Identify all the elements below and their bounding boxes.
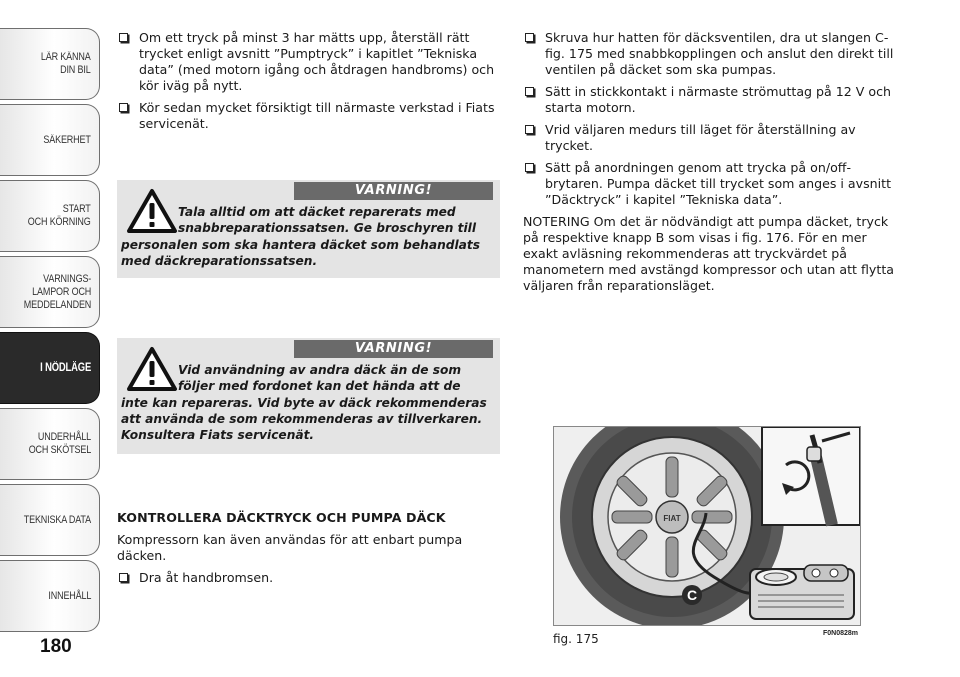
list-item	[117, 30, 501, 94]
list-item	[523, 30, 901, 78]
valve-detail-inset	[762, 427, 860, 525]
note-paragraph: NOTERING Om det är nödvändigt att pumpa däcket, tryck på respektive knapp B som visas i fig. 176. För en mer exakt avläsning rekommenderas att tryckvärdet på manometern med avstängd kompressor och utan att flytta väljaren från reparationsläget.	[523, 214, 894, 293]
chapter-tabs	[0, 0, 104, 677]
warning-text-rest: inte kan repareras. Vid byte av däck rekommenderas att använda de som rekommenderas av tillverkaren. Konsultera Fiats servicenät.	[121, 395, 487, 443]
warning-text	[121, 204, 492, 269]
warning-box	[117, 180, 500, 278]
left-column-top	[117, 30, 501, 138]
tab-label: SÄKERHET	[43, 133, 91, 146]
right-column	[523, 30, 901, 300]
list-item	[523, 84, 901, 116]
tab-i-nodlage[interactable]	[0, 332, 100, 404]
figure-175	[553, 426, 861, 626]
list-item-text: Dra åt handbromsen.	[139, 570, 274, 585]
list-item-text: Sätt på anordningen genom att trycka på on/off-brytaren. Pumpa däcket till trycket som anges i avsnitt ”Däcktryck” i kapitel ”Tekniska data”.	[545, 160, 892, 207]
tab-label: UNDERHÅLL OCH SKÖTSEL	[28, 431, 91, 456]
warning-text	[121, 362, 492, 443]
tab-underhall-och-skotsel[interactable]	[0, 408, 100, 480]
tab-lar-kanna-din-bil[interactable]	[0, 28, 100, 100]
checkbox-bullet-icon	[119, 573, 128, 582]
tab-label: START OCH KÖRNING	[28, 203, 91, 228]
tab-start-och-korning[interactable]	[0, 180, 100, 252]
list-item-text: Kör sedan mycket försiktigt till närmaste verkstad i Fiats servicenät.	[139, 100, 495, 131]
warning-title: VARNING!	[294, 182, 493, 200]
checkbox-bullet-icon	[525, 33, 534, 42]
list-item	[117, 570, 501, 586]
tyre-compressor-illustration	[554, 427, 860, 625]
left-column-bottom	[117, 510, 501, 592]
paragraph: Kompressorn kan även användas för att enbart pumpa däcken.	[117, 532, 463, 563]
tab-label: LÄR KÄNNA DIN BIL	[41, 51, 91, 76]
checkbox-bullet-icon	[119, 33, 128, 42]
list-item-text: Skruva hur hatten för däcksventilen, dra ut slangen C-fig. 175 med snabbkopplingen och anslut den direkt till ventilen på däcket som ska pumpas.	[545, 30, 894, 77]
tab-tekniska-data[interactable]	[0, 484, 100, 556]
list-item	[117, 100, 501, 132]
checkbox-bullet-icon	[119, 103, 128, 112]
warning-text-rest: personalen som ska hantera däcket som behandlats med däckreparationssatsen.	[121, 237, 480, 268]
tab-label: VARNINGS- LAMPOR OCH MEDDELANDEN	[23, 272, 91, 311]
list-item	[523, 122, 901, 154]
tab-label: I NÖDLÄGE	[40, 361, 91, 374]
list-item-text: Vrid väljaren medurs till läget för återställning av trycket.	[545, 122, 856, 153]
tab-innehall[interactable]	[0, 560, 100, 632]
checkbox-bullet-icon	[525, 163, 534, 172]
list-item-text: Om ett tryck på minst 3 har mätts upp, återställ rätt trycket enligt avsnitt ”Pumptryck” i kapitlet ”Tekniska data” (med motorn igång och åtdragen handbroms) och kör iväg på nytt.	[139, 30, 495, 93]
figure-code: F0N0828m	[823, 630, 859, 637]
figure-caption: fig. 175	[553, 632, 599, 646]
hub-logo: FIAT	[663, 514, 681, 523]
tab-label: TEKNISKA DATA	[23, 513, 91, 526]
list-item-text: Sätt in stickkontakt i närmaste strömuttag på 12 V och starta motorn.	[545, 84, 892, 115]
tab-varningslampor[interactable]	[0, 256, 100, 328]
section-heading: KONTROLLERA DÄCKTRYCK OCH PUMPA DÄCK	[117, 510, 446, 525]
tab-sakerhet[interactable]	[0, 104, 100, 176]
page-number: 180	[40, 636, 72, 657]
warning-title: VARNING!	[294, 340, 493, 358]
warning-text-first: Vid användning av andra däck än de som följer med fordonet kan det hända att de	[178, 363, 462, 394]
checkbox-bullet-icon	[525, 125, 534, 134]
list-item	[523, 160, 901, 208]
callout-c-label: C	[686, 587, 698, 603]
compressor	[750, 565, 854, 619]
callout-c	[682, 585, 702, 605]
warning-box	[117, 338, 500, 454]
checkbox-bullet-icon	[525, 87, 534, 96]
warning-text-first: Tala alltid om att däcket reparerats med snabbreparationssatsen. Ge broschyren till	[178, 205, 477, 236]
tab-label: INNEHÅLL	[48, 589, 91, 602]
